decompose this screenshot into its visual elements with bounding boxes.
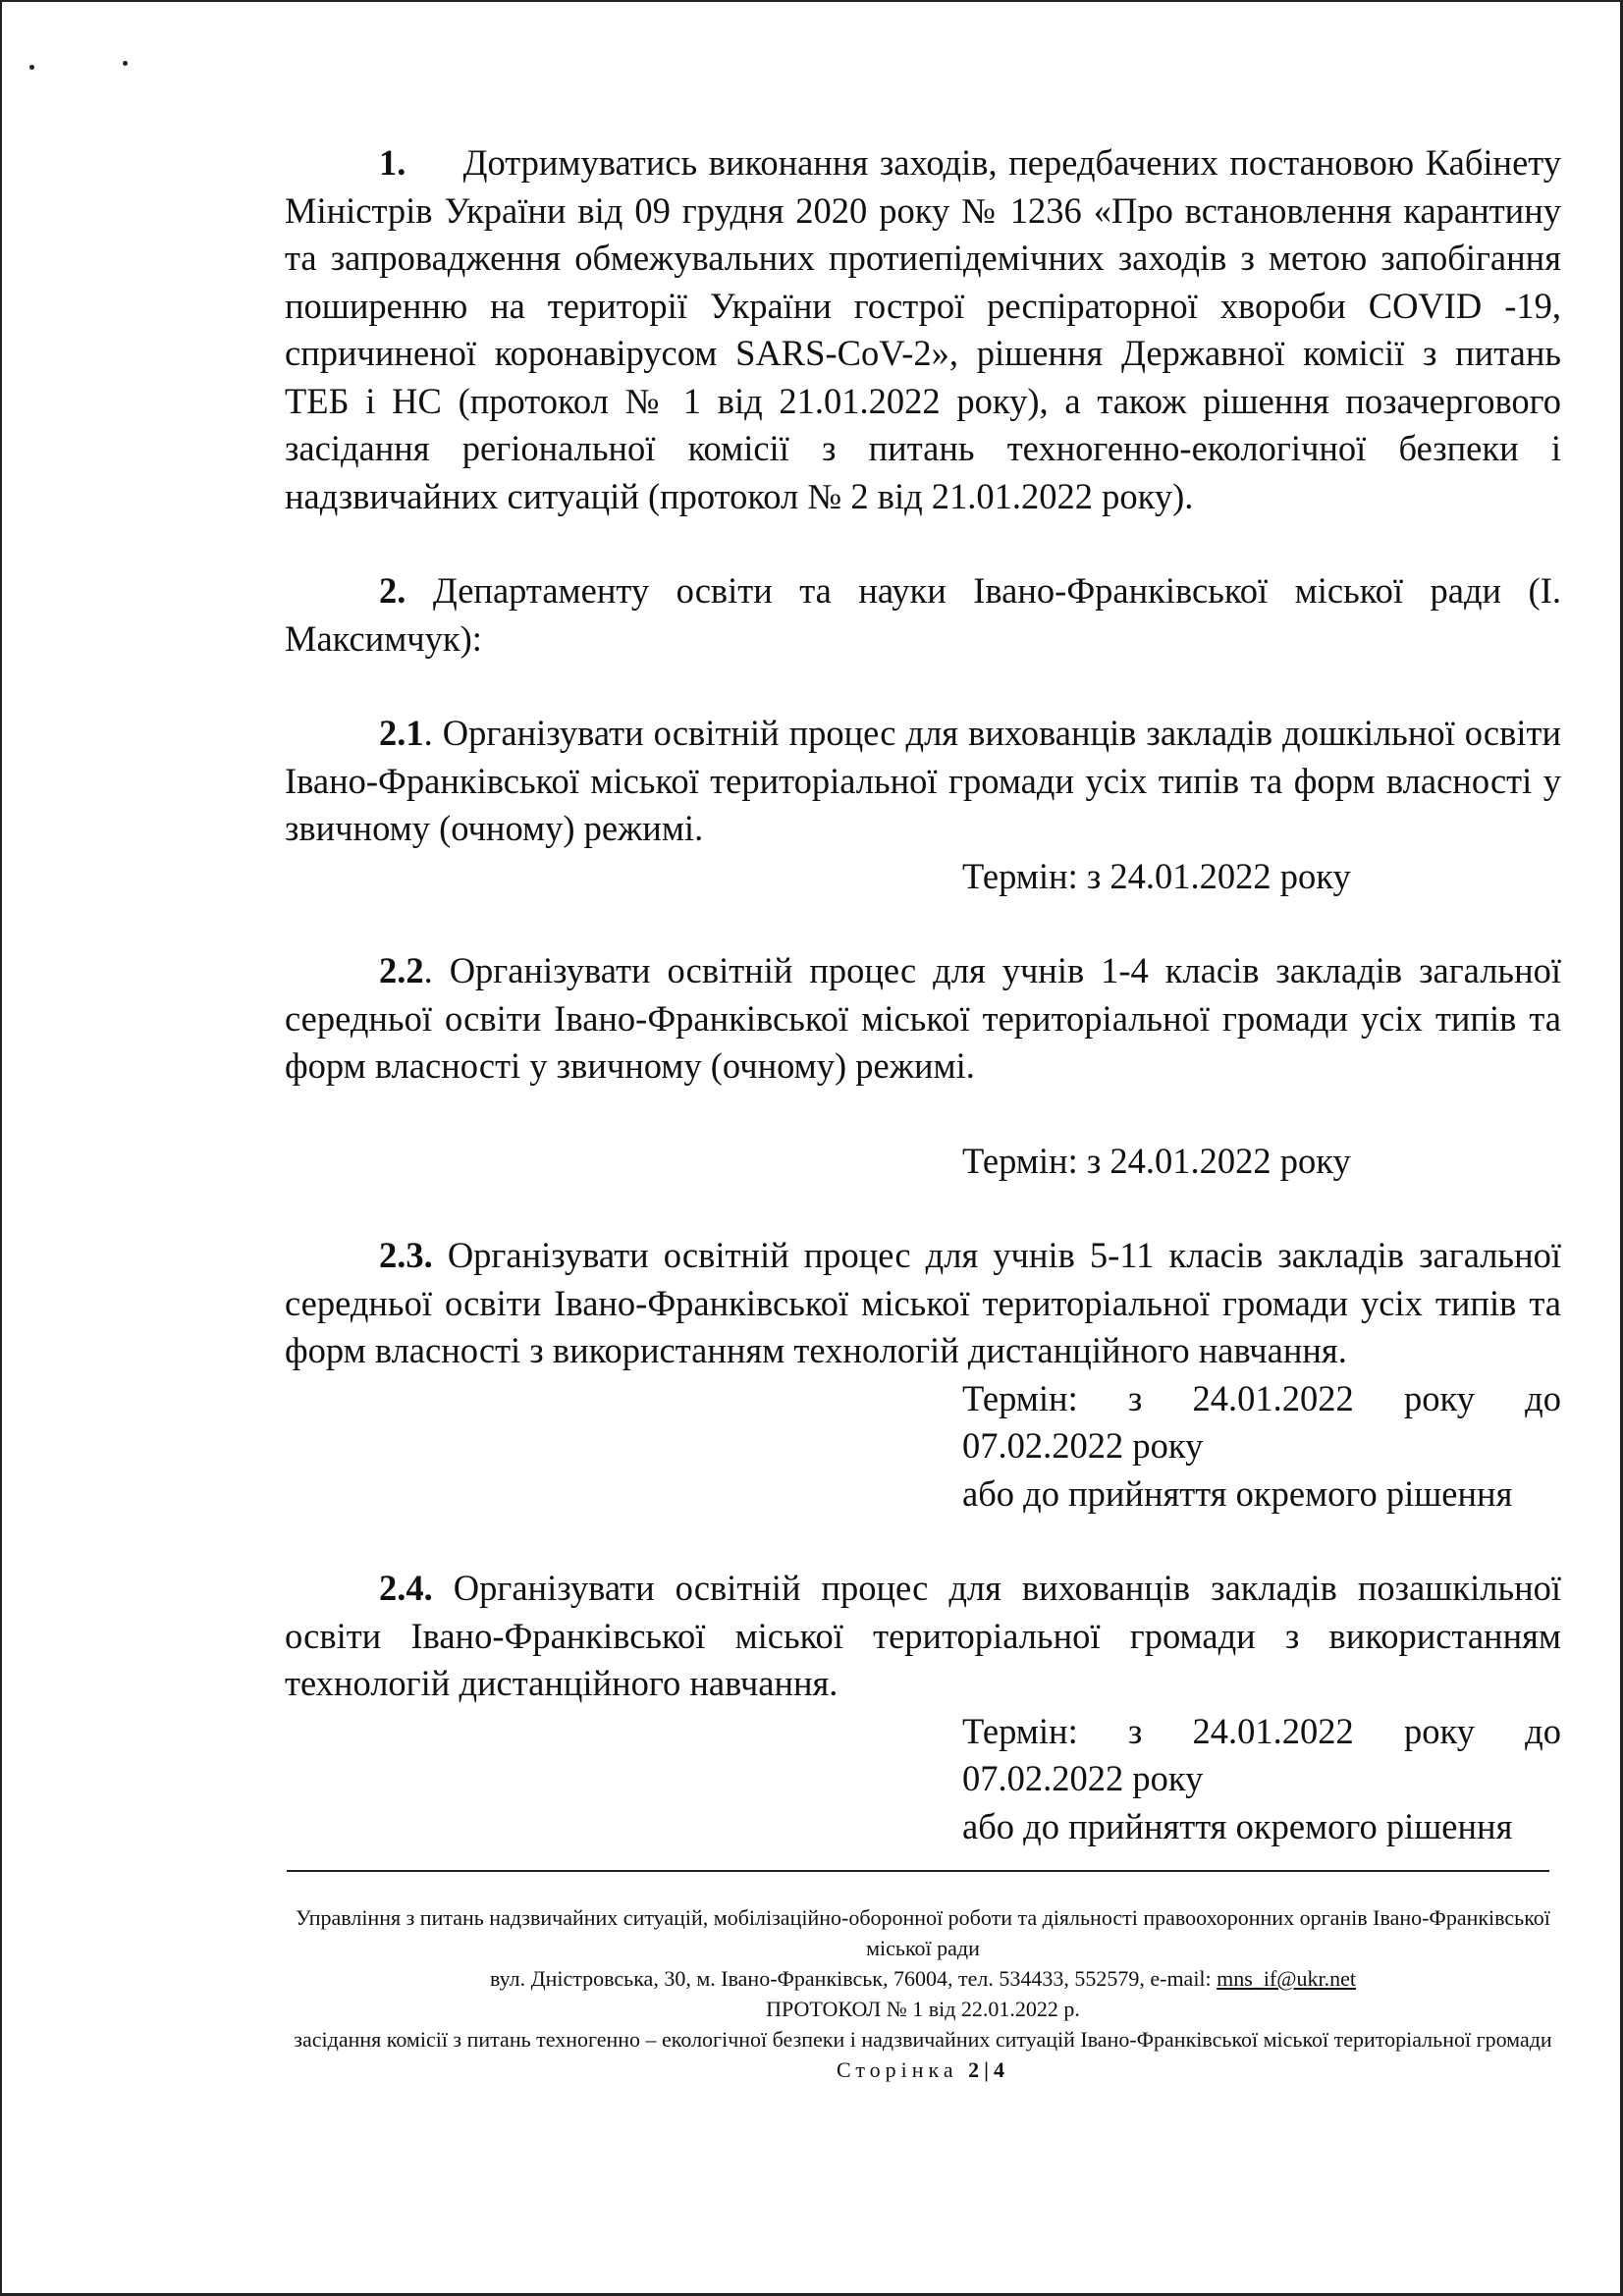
footer-meeting: засідання комісії з питань техногенно – екологічної безпеки і надзвичайних ситуацій Івано-Франківської міської територіальної громади [294, 2027, 1552, 2052]
page-footer [285, 1902, 1561, 2085]
paragraph-1 [285, 139, 1561, 520]
footer-email-link[interactable]: mns_if@ukr.net [1217, 1966, 1357, 1991]
page-label: Сторінка [836, 2057, 958, 2082]
paragraph-text: Департаменту освіти та науки Івано-Франківської міської ради (І. Максимчук): [285, 570, 1561, 659]
paragraph-number: 2.1 [379, 713, 424, 753]
scan-speck [29, 65, 34, 70]
term-2-3-line3: або до прийняття окремого рішення [962, 1472, 1513, 1514]
page-border-left [0, 0, 2, 2296]
term-2-4-line2: 07.02.2022 року [962, 1758, 1204, 1798]
paragraph-number: 1. [379, 142, 406, 183]
paragraph-text: Дотримуватись виконання заходів, передбачених постановою Кабінету Міністрів України від 09 грудня 2020 року № 1236 «Про встановлення карантину та запровадження обмежувальних протиепідемічних заходів з метою запобігання поширенню на території України гострої респіраторної хвороби COVID -19, спричиненої коронавірусом SARS-CoV-2», рішення Державної комісії з питань ТЕБ і НС (протокол № 1 від 21.01.2022 року), а також рішення позачергового засідання регіональної комісії з питань техногенно-екологічної безпеки і надзвичайних ситуацій (протокол № 2 від 21.01.2022 року). [285, 142, 1562, 516]
document-body [285, 139, 1561, 1850]
footer-address [285, 1963, 1561, 1994]
paragraph-2-4 [285, 1565, 1561, 1708]
paragraph-2-3 [285, 1232, 1561, 1375]
page-border-top [0, 0, 1623, 2]
paragraph-number: 2. [379, 570, 406, 611]
term-2-3-line2: 07.02.2022 року [962, 1425, 1204, 1466]
paragraph-2 [285, 567, 1561, 663]
paragraph-number: 2.4. [379, 1568, 433, 1608]
paragraph-text: Організувати освітній процес для вихованців закладів позашкільної освіти Івано-Франківської міської територіальної громади з використанням технологій дистанційного навчання. [285, 1568, 1562, 1703]
scan-speck [123, 61, 128, 66]
paragraph-number: 2.3. [379, 1235, 433, 1275]
footer-address-text: вул. Дністровська, 30, м. Івано-Франківськ, 76004, тел. 534433, 552579, e-mail: [489, 1966, 1217, 1991]
page-number [285, 2055, 1561, 2085]
term-2-3-line1: Термін: з 24.01.2022 року до [962, 1377, 1561, 1418]
term-2-4-line1: Термін: з 24.01.2022 року до [962, 1710, 1561, 1751]
page-total: 4 [994, 2057, 1010, 2082]
footer-protocol: ПРОТОКОЛ № 1 від 22.01.2022 р. [766, 1997, 1080, 2021]
paragraph-text: Організувати освітній процес для учнів 5-11 класів закладів загальної середньої освіти Івано-Франківської міської територіальної громади усіх типів та форм власності з використанням технологій дистанційного навчання. [285, 1235, 1561, 1370]
paragraph-text: . Організувати освітній процес для вихованців закладів дошкільної освіти Івано-Франківської міської територіальної громади усіх типів та форм власності у звичному (очному) режимі. [285, 713, 1561, 848]
paragraph-number: 2.2 [379, 950, 424, 990]
paragraph-text: . Організувати освітній процес для учнів 1-4 класів закладів загальної середньої освіти Івано-Франківської міської територіальної громади усіх типів та форм власності у звичному (очному) режимі. [285, 950, 1561, 1086]
paragraph-2-1 [285, 710, 1561, 853]
term-2-4-line3: або до прийняття окремого рішення [962, 1805, 1513, 1846]
page-separator: | [984, 2057, 995, 2082]
term-2-2: Термін: з 24.01.2022 року [962, 1140, 1351, 1181]
term-2-1: Термін: з 24.01.2022 року [962, 855, 1351, 896]
page-current: 2 [968, 2057, 985, 2082]
footer-divider [287, 1870, 1549, 1872]
paragraph-2-2 [285, 947, 1561, 1091]
footer-department: Управління з питань надзвичайних ситуацій, мобілізаційно-оборонної роботи та діяльності правоохоронних органів Івано-Франківської міської ради [296, 1905, 1550, 1960]
